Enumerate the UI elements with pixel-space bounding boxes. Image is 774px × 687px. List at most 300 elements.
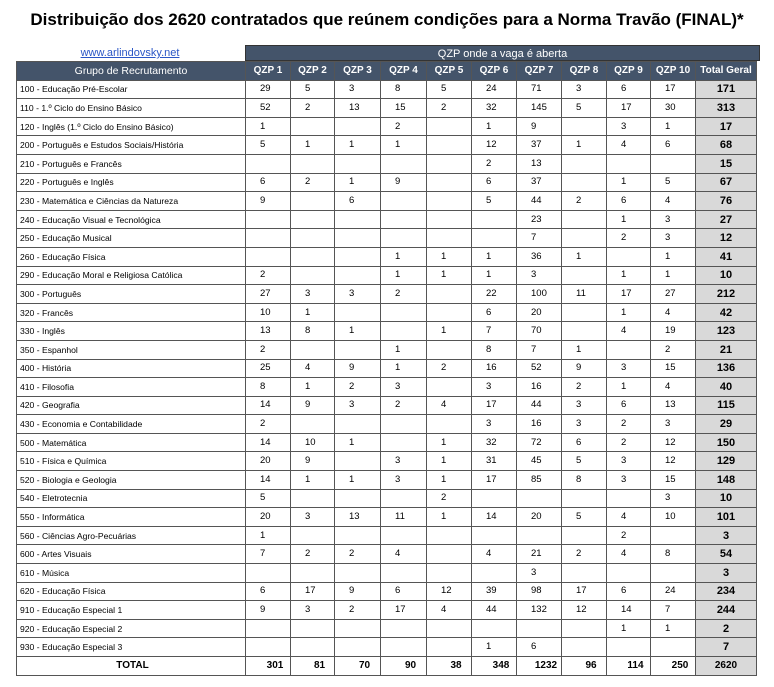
qzp-value	[291, 229, 335, 248]
table-row	[17, 136, 757, 155]
qzp-value: 1	[381, 136, 427, 155]
qzp-value: 3	[607, 471, 651, 490]
qzp-value: 2	[607, 526, 651, 545]
qzp-value: 5	[651, 173, 696, 192]
qzp-total: 348	[472, 657, 517, 676]
qzp-value: 1	[562, 136, 607, 155]
qzp-value	[427, 229, 472, 248]
qzp-value: 3	[335, 285, 381, 304]
qzp-value	[381, 638, 427, 657]
qzp-header: QZP 10	[651, 62, 696, 81]
qzp-value: 27	[246, 285, 291, 304]
qzp-value: 16	[517, 415, 562, 434]
group-name: 620 - Educação Física	[17, 582, 246, 601]
qzp-value: 7	[472, 322, 517, 341]
header-row	[17, 62, 757, 81]
qzp-value: 2	[607, 415, 651, 434]
qzp-value: 3	[335, 80, 381, 99]
qzp-value: 7	[246, 545, 291, 564]
qzp-value: 1	[381, 340, 427, 359]
qzp-value	[472, 489, 517, 508]
qzp-value	[562, 619, 607, 638]
qzp-value	[246, 229, 291, 248]
qzp-value: 30	[651, 99, 696, 118]
qzp-value	[427, 154, 472, 173]
qzp-value	[291, 247, 335, 266]
qzp-value: 12	[472, 136, 517, 155]
qzp-value: 8	[381, 80, 427, 99]
table-row	[17, 99, 757, 118]
qzp-value: 3	[651, 229, 696, 248]
qzp-value: 1	[472, 117, 517, 136]
qzp-value: 8	[246, 378, 291, 397]
qzp-value: 1	[607, 619, 651, 638]
group-name: 320 - Francês	[17, 303, 246, 322]
qzp-value: 17	[607, 285, 651, 304]
qzp-value: 4	[607, 136, 651, 155]
qzp-value: 6	[246, 173, 291, 192]
qzp-value	[562, 564, 607, 583]
group-name: 120 - Inglês (1.º Ciclo do Ensino Básico)	[17, 117, 246, 136]
qzp-value: 3	[291, 285, 335, 304]
group-name: 550 - Informática	[17, 508, 246, 527]
qzp-value: 4	[291, 359, 335, 378]
qzp-value: 1	[472, 266, 517, 285]
qzp-value: 52	[246, 99, 291, 118]
qzp-value: 6	[472, 303, 517, 322]
qzp-value: 1	[291, 471, 335, 490]
qzp-value	[607, 247, 651, 266]
qzp-value: 3	[291, 508, 335, 527]
qzp-value: 1	[335, 173, 381, 192]
row-total: 40	[696, 378, 757, 397]
table-row	[17, 322, 757, 341]
qzp-value: 11	[562, 285, 607, 304]
qzp-value: 2	[651, 340, 696, 359]
qzp-value	[562, 526, 607, 545]
qzp-value: 3	[381, 471, 427, 490]
qzp-value: 1	[246, 117, 291, 136]
qzp-value: 6	[607, 582, 651, 601]
qzp-value: 1	[427, 247, 472, 266]
qzp-value: 44	[472, 601, 517, 620]
qzp-banner: QZP onde a vaga é aberta	[245, 45, 760, 61]
qzp-value: 10	[246, 303, 291, 322]
qzp-value: 1	[381, 359, 427, 378]
group-name: 250 - Educação Musical	[17, 229, 246, 248]
qzp-value	[607, 489, 651, 508]
qzp-value: 3	[472, 415, 517, 434]
qzp-value	[651, 638, 696, 657]
table-row	[17, 117, 757, 136]
qzp-value	[427, 136, 472, 155]
qzp-value: 4	[472, 545, 517, 564]
qzp-value: 4	[651, 192, 696, 211]
qzp-value: 1	[562, 247, 607, 266]
qzp-value: 4	[651, 303, 696, 322]
qzp-value	[291, 619, 335, 638]
qzp-value	[335, 247, 381, 266]
group-name: 240 - Educação Visual e Tecnológica	[17, 210, 246, 229]
qzp-value: 22	[472, 285, 517, 304]
qzp-value	[562, 638, 607, 657]
qzp-value	[335, 526, 381, 545]
qzp-value: 9	[381, 173, 427, 192]
qzp-value: 20	[246, 508, 291, 527]
qzp-value	[607, 340, 651, 359]
website-link[interactable]: www.arlindovsky.net	[80, 47, 180, 59]
qzp-value	[291, 526, 335, 545]
row-total: 41	[696, 247, 757, 266]
qzp-value: 4	[651, 378, 696, 397]
group-name: 610 - Música	[17, 564, 246, 583]
qzp-value	[335, 266, 381, 285]
qzp-header: QZP 6	[472, 62, 517, 81]
qzp-value: 1	[651, 117, 696, 136]
qzp-value	[291, 117, 335, 136]
qzp-value	[291, 154, 335, 173]
table-row	[17, 266, 757, 285]
qzp-value: 9	[335, 359, 381, 378]
qzp-value: 6	[651, 136, 696, 155]
table-row	[17, 359, 757, 378]
qzp-value: 2	[291, 545, 335, 564]
qzp-value	[381, 210, 427, 229]
qzp-value: 14	[246, 396, 291, 415]
qzp-value: 6	[335, 192, 381, 211]
group-name: 260 - Educação Física	[17, 247, 246, 266]
qzp-value: 1	[291, 136, 335, 155]
qzp-value	[381, 526, 427, 545]
qzp-value: 1	[381, 266, 427, 285]
qzp-value: 3	[562, 415, 607, 434]
qzp-value	[427, 173, 472, 192]
qzp-value: 5	[427, 80, 472, 99]
qzp-value	[381, 489, 427, 508]
qzp-total: 38	[427, 657, 472, 676]
qzp-value: 2	[427, 99, 472, 118]
table-row	[17, 303, 757, 322]
qzp-value: 3	[517, 564, 562, 583]
qzp-value: 1	[381, 247, 427, 266]
qzp-value: 3	[651, 415, 696, 434]
qzp-value: 71	[517, 80, 562, 99]
grand-total: 2620	[696, 657, 757, 676]
qzp-value: 1	[427, 471, 472, 490]
qzp-value	[427, 619, 472, 638]
qzp-value	[472, 619, 517, 638]
qzp-value: 15	[651, 359, 696, 378]
qzp-value: 2	[562, 378, 607, 397]
group-name: 100 - Educação Pré-Escolar	[17, 80, 246, 99]
qzp-value: 3	[607, 117, 651, 136]
qzp-value: 2	[246, 340, 291, 359]
qzp-value: 1	[651, 619, 696, 638]
qzp-value: 9	[246, 601, 291, 620]
qzp-value: 5	[562, 452, 607, 471]
qzp-header: QZP 2	[291, 62, 335, 81]
qzp-value	[335, 210, 381, 229]
qzp-value: 1	[427, 322, 472, 341]
row-total: 21	[696, 340, 757, 359]
group-name: 420 - Geografia	[17, 396, 246, 415]
qzp-value: 17	[472, 471, 517, 490]
table-row	[17, 154, 757, 173]
qzp-value: 12	[562, 601, 607, 620]
qzp-value: 14	[246, 471, 291, 490]
qzp-value: 5	[291, 80, 335, 99]
qzp-value: 2	[246, 415, 291, 434]
qzp-value: 2	[291, 173, 335, 192]
qzp-value	[427, 526, 472, 545]
table-row	[17, 452, 757, 471]
qzp-value: 9	[291, 452, 335, 471]
group-name: 400 - História	[17, 359, 246, 378]
qzp-header: QZP 8	[562, 62, 607, 81]
qzp-value	[335, 638, 381, 657]
row-total: 42	[696, 303, 757, 322]
qzp-value: 2	[335, 545, 381, 564]
qzp-value: 16	[517, 378, 562, 397]
row-total: 17	[696, 117, 757, 136]
qzp-value: 24	[472, 80, 517, 99]
qzp-value	[335, 415, 381, 434]
qzp-value: 3	[562, 80, 607, 99]
qzp-value	[246, 564, 291, 583]
qzp-value: 24	[651, 582, 696, 601]
qzp-value: 23	[517, 210, 562, 229]
group-name: 510 - Física e Química	[17, 452, 246, 471]
qzp-value: 25	[246, 359, 291, 378]
qzp-value: 6	[517, 638, 562, 657]
qzp-value	[607, 564, 651, 583]
qzp-value: 17	[562, 582, 607, 601]
qzp-value: 4	[381, 545, 427, 564]
group-header: Grupo de Recrutamento	[17, 62, 246, 81]
qzp-value	[651, 564, 696, 583]
qzp-total: 250	[651, 657, 696, 676]
qzp-value	[291, 192, 335, 211]
qzp-value	[427, 545, 472, 564]
qzp-value: 2	[607, 229, 651, 248]
qzp-value: 16	[472, 359, 517, 378]
qzp-value: 1	[335, 471, 381, 490]
qzp-value: 3	[562, 396, 607, 415]
row-total: 67	[696, 173, 757, 192]
qzp-value: 100	[517, 285, 562, 304]
qzp-value	[562, 303, 607, 322]
qzp-value	[562, 229, 607, 248]
table-row	[17, 396, 757, 415]
group-name: 110 - 1.º Ciclo do Ensino Básico	[17, 99, 246, 118]
row-total: 234	[696, 582, 757, 601]
row-total: 10	[696, 489, 757, 508]
qzp-total: 70	[335, 657, 381, 676]
qzp-value: 14	[607, 601, 651, 620]
qzp-value	[291, 266, 335, 285]
qzp-value	[291, 340, 335, 359]
qzp-value: 9	[291, 396, 335, 415]
qzp-value: 1	[607, 303, 651, 322]
qzp-value: 10	[651, 508, 696, 527]
group-name: 540 - Eletrotecnia	[17, 489, 246, 508]
qzp-value: 17	[291, 582, 335, 601]
qzp-value: 6	[607, 396, 651, 415]
row-total: 123	[696, 322, 757, 341]
qzp-value: 9	[517, 117, 562, 136]
row-total: 148	[696, 471, 757, 490]
qzp-value: 8	[562, 471, 607, 490]
row-total: 136	[696, 359, 757, 378]
qzp-value	[427, 564, 472, 583]
qzp-value: 37	[517, 173, 562, 192]
qzp-value: 13	[246, 322, 291, 341]
qzp-value: 2	[246, 266, 291, 285]
total-header: Total Geral	[696, 62, 757, 81]
row-total: 3	[696, 564, 757, 583]
qzp-value	[291, 415, 335, 434]
group-name: 500 - Matemática	[17, 433, 246, 452]
qzp-value: 6	[472, 173, 517, 192]
table-row	[17, 545, 757, 564]
qzp-value	[381, 192, 427, 211]
qzp-value: 2	[562, 192, 607, 211]
qzp-value: 1	[291, 378, 335, 397]
totals-label: TOTAL	[17, 657, 246, 676]
table-row	[17, 471, 757, 490]
qzp-value	[381, 564, 427, 583]
qzp-value	[562, 173, 607, 192]
qzp-value	[562, 322, 607, 341]
qzp-value: 1	[427, 452, 472, 471]
qzp-value: 52	[517, 359, 562, 378]
qzp-value: 17	[381, 601, 427, 620]
row-total: 212	[696, 285, 757, 304]
qzp-value: 8	[651, 545, 696, 564]
row-total: 2	[696, 619, 757, 638]
group-name: 520 - Biologia e Geologia	[17, 471, 246, 490]
qzp-value	[562, 154, 607, 173]
qzp-total: 1232	[517, 657, 562, 676]
qzp-value	[562, 210, 607, 229]
qzp-header: QZP 5	[427, 62, 472, 81]
qzp-value: 5	[472, 192, 517, 211]
qzp-value	[562, 266, 607, 285]
qzp-value: 1	[472, 638, 517, 657]
row-total: 313	[696, 99, 757, 118]
qzp-value	[427, 378, 472, 397]
group-name: 220 - Português e Inglês	[17, 173, 246, 192]
qzp-total: 301	[246, 657, 291, 676]
qzp-value: 32	[472, 433, 517, 452]
table-row	[17, 582, 757, 601]
qzp-value	[381, 154, 427, 173]
qzp-value: 8	[291, 322, 335, 341]
qzp-value: 1	[427, 508, 472, 527]
qzp-value: 15	[381, 99, 427, 118]
qzp-value: 44	[517, 192, 562, 211]
table-row	[17, 247, 757, 266]
qzp-value	[472, 210, 517, 229]
qzp-value	[335, 229, 381, 248]
qzp-header: QZP 7	[517, 62, 562, 81]
qzp-value: 3	[472, 378, 517, 397]
qzp-value: 2	[562, 545, 607, 564]
qzp-value: 9	[562, 359, 607, 378]
qzp-value: 21	[517, 545, 562, 564]
recruitment-table	[16, 61, 757, 676]
qzp-value: 17	[651, 80, 696, 99]
qzp-value: 6	[562, 433, 607, 452]
qzp-value: 31	[472, 452, 517, 471]
qzp-value: 2	[607, 433, 651, 452]
table-row	[17, 489, 757, 508]
table-row	[17, 619, 757, 638]
group-name: 230 - Matemática e Ciências da Natureza	[17, 192, 246, 211]
qzp-value: 11	[381, 508, 427, 527]
row-total: 68	[696, 136, 757, 155]
qzp-value	[335, 564, 381, 583]
qzp-total: 90	[381, 657, 427, 676]
group-name: 910 - Educação Especial 1	[17, 601, 246, 620]
qzp-value: 13	[335, 508, 381, 527]
qzp-value: 98	[517, 582, 562, 601]
qzp-value: 2	[291, 99, 335, 118]
qzp-value: 19	[651, 322, 696, 341]
row-total: 244	[696, 601, 757, 620]
row-total: 10	[696, 266, 757, 285]
qzp-value	[427, 285, 472, 304]
qzp-value: 1	[335, 136, 381, 155]
qzp-value: 20	[246, 452, 291, 471]
qzp-value: 5	[562, 508, 607, 527]
qzp-value: 70	[517, 322, 562, 341]
qzp-value	[246, 619, 291, 638]
qzp-value: 1	[607, 378, 651, 397]
qzp-value	[381, 303, 427, 322]
qzp-value: 15	[651, 471, 696, 490]
qzp-total: 81	[291, 657, 335, 676]
qzp-value: 1	[427, 266, 472, 285]
qzp-value: 44	[517, 396, 562, 415]
qzp-value: 1	[472, 247, 517, 266]
qzp-value: 1	[335, 322, 381, 341]
qzp-value: 1	[607, 266, 651, 285]
qzp-value: 3	[651, 210, 696, 229]
qzp-value	[381, 415, 427, 434]
qzp-value	[381, 322, 427, 341]
qzp-value: 32	[472, 99, 517, 118]
qzp-value: 12	[427, 582, 472, 601]
qzp-value	[291, 638, 335, 657]
group-name: 430 - Economia e Contabilidade	[17, 415, 246, 434]
table-row	[17, 433, 757, 452]
qzp-value	[427, 210, 472, 229]
qzp-value	[562, 489, 607, 508]
qzp-value: 36	[517, 247, 562, 266]
qzp-value: 2	[427, 359, 472, 378]
table-row	[17, 564, 757, 583]
group-name: 350 - Espanhol	[17, 340, 246, 359]
table-row	[17, 80, 757, 99]
qzp-value: 3	[335, 396, 381, 415]
qzp-value: 17	[472, 396, 517, 415]
qzp-value: 4	[427, 396, 472, 415]
group-name: 300 - Português	[17, 285, 246, 304]
qzp-value: 9	[246, 192, 291, 211]
group-name: 600 - Artes Visuais	[17, 545, 246, 564]
qzp-value	[246, 247, 291, 266]
